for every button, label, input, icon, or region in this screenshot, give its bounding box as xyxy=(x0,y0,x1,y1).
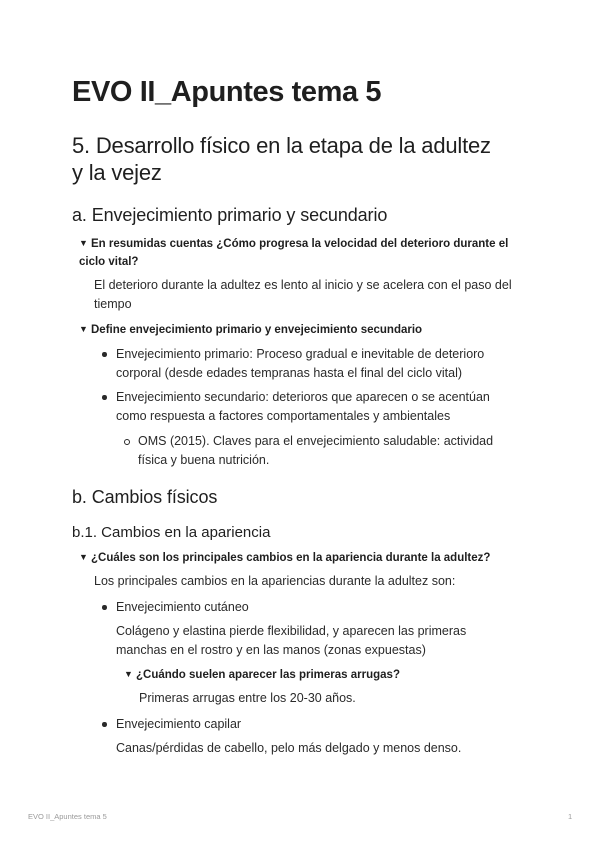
toggle-question-arrugas[interactable] xyxy=(124,665,524,684)
toggle-triangle-icon[interactable]: ▼ xyxy=(79,238,88,248)
list-item-secundario: Envejecimiento secundario: deterioros que aparecen o se acentúan como respuesta a factores comportamentales y ambientales xyxy=(116,390,490,423)
text-capilar: Canas/pérdidas de cabello, pelo más delgado y menos denso. xyxy=(116,741,462,755)
bullet-dot-icon xyxy=(102,605,107,610)
list-item-oms: OMS (2015). Claves para el envejecimiento saludable: actividad física y buena nutrición. xyxy=(138,434,494,467)
bullet-circle-icon xyxy=(124,439,130,445)
list-item-capilar: Envejecimiento capilar xyxy=(116,717,242,731)
section-heading-a: a. Envejecimiento primario y secundario xyxy=(72,205,388,225)
bullet-dot-icon xyxy=(102,352,107,357)
text-cutaneo: Colágeno y elastina pierde flexibilidad, y aparecen las primeras manchas en el rostro y en las manos (zonas expuestas) xyxy=(116,624,467,657)
list-item-primario: Envejecimiento primario: Proceso gradual e inevitable de deterioro corporal (desde edades tempranas hasta el final del ciclo vital) xyxy=(116,347,485,380)
toggle-answer-arrugas: Primeras arrugas entre los 20-30 años. xyxy=(139,691,356,705)
toggle-question-apariencia[interactable] xyxy=(79,548,534,567)
toggle-triangle-icon[interactable]: ▼ xyxy=(79,324,88,334)
page-title: EVO II_Apuntes tema 5 xyxy=(72,76,382,108)
list-item-cutaneo: Envejecimiento cutáneo xyxy=(116,600,249,614)
section-heading-5: 5. Desarrollo físico en la etapa de la adultez y la vejez xyxy=(72,133,491,185)
toggle-triangle-icon[interactable]: ▼ xyxy=(79,552,88,562)
toggle-question-text: Define envejecimiento primario y envejecimiento secundario xyxy=(91,324,423,336)
toggle-question-text: ¿Cuáles son los principales cambios en la apariencia durante la adultez? xyxy=(91,552,491,564)
footer-doc-name: EVO II_Apuntes tema 5 xyxy=(28,812,107,821)
footer-page-number: 1 xyxy=(568,812,573,821)
toggle-answer-velocidad: El deterioro durante la adultez es lento al inicio y se acelera con el paso del tiempo xyxy=(94,278,512,311)
section-heading-b1: b.1. Cambios en la apariencia xyxy=(72,524,271,541)
toggle-question-text: ¿Cuándo suelen aparecer las primeras arrugas? xyxy=(136,669,400,681)
section-heading-b: b. Cambios físicos xyxy=(72,487,218,507)
bullet-dot-icon xyxy=(102,722,107,727)
toggle-question-define[interactable] xyxy=(79,320,534,339)
toggle-question-text: En resumidas cuentas ¿Cómo progresa la velocidad del deterioro durante el ciclo vital? xyxy=(79,238,509,268)
toggle-intro-apariencia: Los principales cambios en la apariencias durante la adultez son: xyxy=(94,574,456,588)
toggle-question-velocidad[interactable] xyxy=(79,234,534,271)
bullet-dot-icon xyxy=(102,395,107,400)
toggle-triangle-icon[interactable]: ▼ xyxy=(124,669,133,679)
